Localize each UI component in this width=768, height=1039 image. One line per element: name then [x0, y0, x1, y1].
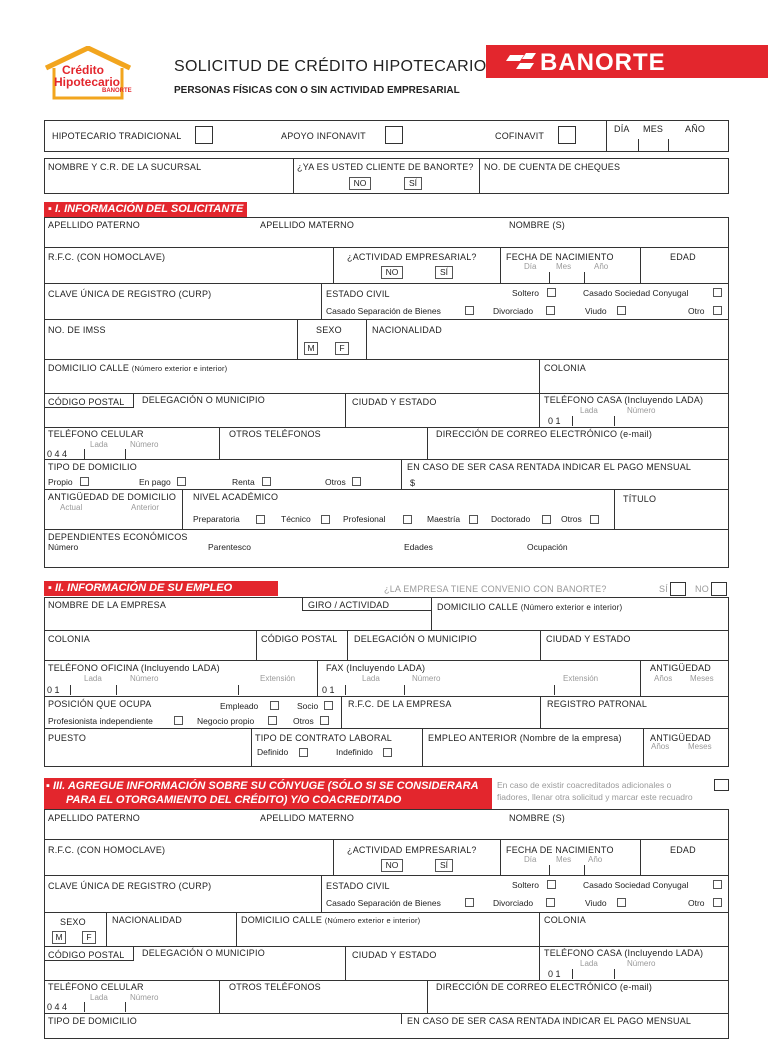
s2-tel-extension-sub: Extensión — [260, 674, 296, 683]
cuenta-cheques-label: NO. DE CUENTA DE CHEQUES — [484, 162, 621, 172]
s2-cp-label: CÓDIGO POSTAL — [261, 634, 338, 644]
fecha-anio-label: AÑO — [685, 124, 706, 134]
s2-antiguedad2-anios-sub: Años — [651, 742, 670, 751]
s1-casado-sep-checkbox[interactable] — [465, 306, 474, 315]
s1-profesional-label: Profesional — [343, 514, 386, 524]
s1-nacionalidad-label: NACIONALIDAD — [372, 325, 442, 335]
tradicional-checkbox[interactable] — [195, 126, 213, 144]
s3-curp-label: CLAVE ÚNICA DE REGISTRO (CURP) — [48, 881, 212, 891]
s1-ocupacion-label: Ocupación — [527, 542, 568, 552]
logo-text-hipotecario: Hipotecario — [54, 75, 121, 89]
s3-nombres-label: NOMBRE (S) — [509, 813, 565, 823]
s1-tel-celular-label: TELÉFONO CELULAR — [48, 429, 144, 439]
s3-tel-casa-prefix: 0 1 — [548, 969, 561, 979]
s3-divorciado-checkbox[interactable] — [546, 898, 555, 907]
s2-posicion-label: POSICIÓN QUE OCUPA — [48, 699, 152, 709]
s1-antiguedad-actual-sub: Actual — [60, 503, 83, 512]
s1-otros2-checkbox[interactable] — [590, 515, 599, 524]
s1-doctorado-label: Doctorado — [491, 514, 531, 524]
s1-parentesco-label: Parentesco — [208, 542, 251, 552]
s1-sexo-label: SEXO — [316, 325, 342, 335]
s2-indefinido-checkbox[interactable] — [383, 748, 392, 757]
s2-tel-lada-sub: Lada — [84, 674, 102, 683]
s1-celular-lada-sub: Lada — [90, 440, 108, 449]
s2-fax-prefix: 0 1 — [322, 685, 335, 695]
s2-empleado-checkbox[interactable] — [270, 701, 279, 710]
s1-divorciado-checkbox[interactable] — [546, 306, 555, 315]
infonavit-checkbox[interactable] — [385, 126, 403, 144]
s1-maestria-label: Maestría — [427, 514, 461, 524]
sucursal-label: NOMBRE Y C.R. DE LA SUCURSAL — [48, 162, 202, 172]
s1-apellido-materno-label: APELLIDO MATERNO — [260, 220, 355, 230]
cliente-si-option[interactable]: SÍ — [404, 177, 422, 190]
s1-pago-mensual-label: EN CASO DE SER CASA RENTADA INDICAR EL PAGO MENSUAL — [407, 462, 692, 472]
s3-email-label: DIRECCIÓN DE CORREO ELECTRÓNICO (e-mail) — [436, 982, 653, 992]
s2-otros-checkbox[interactable] — [320, 716, 329, 725]
s1-profesional-checkbox[interactable] — [403, 515, 412, 524]
s1-nombres-label: NOMBRE (S) — [509, 220, 565, 230]
s1-tel-casa-lada-sub: Lada — [580, 406, 598, 415]
s1-casado-sep-label: Casado Separación de Bienes — [326, 306, 441, 316]
s1-edades-label: Edades — [404, 542, 433, 552]
s1-tipo-domicilio-label: TIPO DE DOMICILIO — [48, 462, 137, 472]
s2-prof-indep-label: Profesionista independiente — [48, 716, 153, 726]
s2-antiguedad2-label: ANTIGÜEDAD — [650, 733, 712, 743]
s2-convenio-si-checkbox[interactable] — [670, 582, 686, 596]
s1-propio-label: Propio — [48, 477, 73, 487]
s3-tel-casa-numero-sub: Número — [627, 959, 656, 968]
s1-apellido-paterno-label: APELLIDO PATERNO — [48, 220, 140, 230]
s1-tel-casa-label: TELÉFONO CASA (Incluyendo LADA) — [544, 395, 704, 405]
s2-domicilio-label: DOMICILIO CALLE (Número exterior e interior) — [437, 602, 623, 612]
logo-credito-hipotecario — [40, 46, 150, 102]
s3-apellido-paterno-label: APELLIDO PATERNO — [48, 813, 140, 823]
s3-fecha-anio-sub: Año — [588, 855, 603, 864]
s2-definido-label: Definido — [257, 747, 289, 757]
s1-fecha-mes-sub: Mes — [556, 262, 572, 271]
s1-tel-casa-numero-sub: Número — [627, 406, 656, 415]
s1-tel-casa-prefix: 0 1 — [548, 416, 561, 426]
s3-estado-civil-label: ESTADO CIVIL — [326, 881, 390, 891]
s2-negocio-label: Negocio propio — [197, 716, 255, 726]
s1-ciudad-label: CIUDAD Y ESTADO — [352, 397, 437, 407]
s2-tel-oficina-label: TELÉFONO OFICINA (Incluyendo LADA) — [48, 663, 220, 673]
s1-domicilio-label: DOMICILIO CALLE (Número exterior e interior) — [48, 363, 228, 373]
s1-fecha-dia-sub: Día — [524, 262, 537, 271]
s3-casado-soc-label: Casado Sociedad Conyugal — [583, 880, 689, 890]
s1-curp-label: CLAVE ÚNICA DE REGISTRO (CURP) — [48, 289, 212, 299]
s3-soltero-label: Soltero — [512, 880, 539, 890]
s1-actividad-no-option[interactable]: NO — [381, 266, 403, 279]
s1-otro-checkbox[interactable] — [713, 306, 722, 315]
section-1-title: ▪ I. INFORMACIÓN DEL SOLICITANTE — [44, 202, 247, 217]
cliente-no-option[interactable]: NO — [349, 177, 371, 190]
s2-puesto-label: PUESTO — [48, 733, 87, 743]
s1-casado-soc-checkbox[interactable] — [713, 288, 722, 297]
fecha-mes-label: MES — [643, 124, 664, 134]
section-3-title-line2: PARA EL OTORGAMIENTO DEL CRÉDITO) Y/O COACREDITADO — [66, 794, 402, 806]
s3-celular-lada-sub: Lada — [90, 993, 108, 1002]
s1-soltero-label: Soltero — [512, 288, 539, 298]
s1-dep-numero-label: Número — [48, 542, 79, 552]
s2-antiguedad-anios-sub: Años — [654, 674, 673, 683]
s2-socio-checkbox[interactable] — [324, 701, 333, 710]
s3-sexo-label: SEXO — [60, 917, 86, 927]
logo-text-credito: Crédito — [62, 63, 104, 77]
s1-en-pago-checkbox[interactable] — [177, 477, 186, 486]
s1-sexo-f-option[interactable]: F — [335, 342, 349, 355]
s1-viudo-label: Viudo — [585, 306, 607, 316]
s3-celular-numero-sub: Número — [130, 993, 159, 1002]
s2-indefinido-label: Indefinido — [336, 747, 373, 757]
s1-actividad-si-option[interactable]: SÍ — [435, 266, 453, 279]
s3-ciudad-label: CIUDAD Y ESTADO — [352, 950, 437, 960]
s2-convenio-si-label: SÍ — [659, 584, 668, 594]
s3-coacreditados-checkbox[interactable] — [714, 779, 729, 791]
s2-prof-indep-checkbox[interactable] — [174, 716, 183, 725]
s2-contrato-label: TIPO DE CONTRATO LABORAL — [255, 733, 392, 743]
s1-sexo-m-option[interactable]: M — [304, 342, 318, 355]
s1-dependientes-label: DEPENDIENTES ECONÓMICOS — [48, 532, 188, 542]
s1-casado-soc-label: Casado Sociedad Conyugal — [583, 288, 689, 298]
s1-otros-checkbox[interactable] — [352, 477, 361, 486]
s1-otros-label: Otros — [325, 477, 346, 487]
s3-delegacion-label: DELEGACIÓN O MUNICIPIO — [142, 948, 265, 958]
s1-viudo-checkbox[interactable] — [617, 306, 626, 315]
s1-cp-label: CÓDIGO POSTAL — [48, 397, 125, 407]
s1-edad-label: EDAD — [670, 252, 696, 262]
s3-casado-sep-checkbox[interactable] — [465, 898, 474, 907]
s3-colonia-label: COLONIA — [544, 915, 586, 925]
s2-antiguedad-label: ANTIGÜEDAD — [650, 663, 712, 673]
s2-fax-numero-sub: Número — [412, 674, 441, 683]
s3-viudo-label: Viudo — [585, 898, 607, 908]
s3-edad-label: EDAD — [670, 845, 696, 855]
s1-otros-telefonos-label: OTROS TELÉFONOS — [229, 429, 321, 439]
s2-empresa-label: NOMBRE DE LA EMPRESA — [48, 600, 167, 610]
s1-maestria-checkbox[interactable] — [469, 515, 478, 524]
s1-doctorado-checkbox[interactable] — [542, 515, 551, 524]
s3-fecha-dia-sub: Día — [524, 855, 537, 864]
s1-fecha-anio-sub: Año — [594, 262, 609, 271]
cofinavit-label: COFINAVIT — [495, 131, 545, 141]
s1-divorciado-label: Divorciado — [493, 306, 534, 316]
s1-colonia-label: COLONIA — [544, 363, 586, 373]
s3-divorciado-label: Divorciado — [493, 898, 534, 908]
s2-empleo-anterior-label: EMPLEO ANTERIOR (Nombre de la empresa) — [428, 733, 622, 743]
s1-titulo-label: TÍTULO — [623, 494, 657, 504]
s2-fax-extension-sub: Extensión — [563, 674, 599, 683]
s3-tipo-domicilio-label: TIPO DE DOMICILIO — [48, 1016, 137, 1026]
logo-text-banorte: BANORTE — [102, 88, 132, 94]
s2-definido-checkbox[interactable] — [299, 748, 308, 757]
s3-soltero-checkbox[interactable] — [547, 880, 556, 889]
s1-tecnico-checkbox[interactable] — [321, 515, 330, 524]
cofinavit-checkbox[interactable] — [558, 126, 576, 144]
s2-ciudad-label: CIUDAD Y ESTADO — [546, 634, 631, 644]
s2-fax-label: FAX (Incluyendo LADA) — [326, 663, 426, 673]
page-subtitle: PERSONAS FÍSICAS CON O SIN ACTIVIDAD EMPRESARIAL — [174, 85, 460, 96]
s3-casado-sep-label: Casado Separación de Bienes — [326, 898, 441, 908]
section-3-title — [44, 778, 492, 809]
s1-delegacion-label: DELEGACIÓN O MUNICIPIO — [142, 395, 265, 405]
s3-pago-mensual-label: EN CASO DE SER CASA RENTADA INDICAR EL PAGO MENSUAL — [407, 1016, 692, 1026]
s2-socio-label: Socio — [297, 701, 319, 711]
infonavit-label: APOYO INFONAVIT — [281, 131, 366, 141]
s3-domicilio-label: DOMICILIO CALLE (Número exterior e interior) — [241, 915, 421, 925]
s1-antiguedad-domicilio-label: ANTIGÜEDAD DE DOMICILIO — [48, 492, 177, 502]
cliente-banorte-label: ¿YA ES USTED CLIENTE DE BANORTE? — [297, 162, 474, 172]
s1-estado-civil-label: ESTADO CIVIL — [326, 289, 390, 299]
s2-antiguedad2-meses-sub: Meses — [688, 742, 712, 751]
s3-cp-label: CÓDIGO POSTAL — [48, 950, 125, 960]
s3-otro-label: Otro — [688, 898, 705, 908]
s3-note-line1: En caso de existir coacreditados adicionales o — [497, 780, 672, 790]
s2-otros-label: Otros — [293, 716, 314, 726]
s1-nivel-academico-label: NIVEL ACADÉMICO — [193, 492, 279, 502]
s3-nacionalidad-label: NACIONALIDAD — [112, 915, 182, 925]
s2-rfc-empresa-label: R.F.C. DE LA EMPRESA — [348, 699, 452, 709]
s1-preparatoria-label: Preparatoria — [193, 514, 240, 524]
s2-empleado-label: Empleado — [220, 701, 259, 711]
s2-tel-prefix: 0 1 — [47, 685, 60, 695]
s3-actividad-no-option[interactable]: NO — [381, 859, 403, 872]
s3-actividad-label: ¿ACTIVIDAD EMPRESARIAL? — [347, 845, 477, 855]
s1-celular-numero-sub: Número — [130, 440, 159, 449]
s1-fecha-nacimiento-label: FECHA DE NACIMIENTO — [506, 252, 614, 262]
s3-tel-casa-label: TELÉFONO CASA (Incluyendo LADA) — [544, 948, 704, 958]
s3-note-line2: fiadores, llenar otra solicitud y marcar este recuadro — [497, 792, 693, 802]
s1-rfc-label: R.F.C. (CON HOMOCLAVE) — [48, 252, 166, 262]
s2-negocio-checkbox[interactable] — [268, 716, 277, 725]
s1-antiguedad-anterior-sub: Anterior — [131, 503, 160, 512]
s1-celular-prefix: 0 4 4 — [47, 449, 68, 459]
section-3-title-line1: ▪ III. AGREGUE INFORMACIÓN SOBRE SU CÓNYUGE (SÓLO SI SE CONSIDERARA — [46, 780, 479, 792]
s3-tel-celular-label: TELÉFONO CELULAR — [48, 982, 144, 992]
banorte-logo-icon — [504, 45, 544, 78]
s3-fecha-nacimiento-label: FECHA DE NACIMIENTO — [506, 845, 614, 855]
s2-convenio-no-checkbox[interactable] — [711, 582, 727, 596]
s2-convenio-label: ¿LA EMPRESA TIENE CONVENIO CON BANORTE? — [384, 584, 607, 594]
section-2-title: ▪ II. INFORMACIÓN DE SU EMPLEO — [44, 581, 278, 596]
s2-convenio-no-label: NO — [695, 584, 709, 594]
s3-rfc-label: R.F.C. (CON HOMOCLAVE) — [48, 845, 166, 855]
s3-casado-soc-checkbox[interactable] — [713, 880, 722, 889]
s1-en-pago-label: En pago — [139, 477, 171, 487]
s3-fecha-mes-sub: Mes — [556, 855, 572, 864]
s3-otros-telefonos-label: OTROS TELÉFONOS — [229, 982, 321, 992]
fecha-dia-label: DÍA — [614, 124, 630, 134]
s1-tecnico-label: Técnico — [281, 514, 311, 524]
s3-sexo-m-option[interactable]: M — [52, 931, 66, 944]
s1-propio-checkbox[interactable] — [80, 477, 89, 486]
s3-otro-checkbox[interactable] — [713, 898, 722, 907]
s1-pago-mensual-dollar: $ — [410, 478, 416, 488]
s2-fax-lada-sub: Lada — [362, 674, 380, 683]
s1-actividad-label: ¿ACTIVIDAD EMPRESARIAL? — [347, 252, 477, 262]
s3-celular-prefix: 0 4 4 — [47, 1002, 68, 1012]
banorte-banner — [486, 45, 768, 78]
page-title: SOLICITUD DE CRÉDITO HIPOTECARIO — [174, 58, 487, 75]
s2-delegacion-label: DELEGACIÓN O MUNICIPIO — [354, 634, 477, 644]
tradicional-label: HIPOTECARIO TRADICIONAL — [52, 131, 182, 141]
s2-registro-patronal-label: REGISTRO PATRONAL — [547, 699, 648, 709]
s1-renta-label: Renta — [232, 477, 255, 487]
s1-otros2-label: Otros — [561, 514, 582, 524]
s3-sexo-f-option[interactable]: F — [82, 931, 96, 944]
s3-actividad-si-option[interactable]: SÍ — [435, 859, 453, 872]
banorte-wordmark: BANORTE — [540, 49, 666, 76]
s1-soltero-checkbox[interactable] — [547, 288, 556, 297]
s1-preparatoria-checkbox[interactable] — [256, 515, 265, 524]
s1-email-label: DIRECCIÓN DE CORREO ELECTRÓNICO (e-mail) — [436, 429, 653, 439]
s1-renta-checkbox[interactable] — [262, 477, 271, 486]
s3-viudo-checkbox[interactable] — [617, 898, 626, 907]
s1-imss-label: NO. DE IMSS — [48, 325, 106, 335]
s2-colonia-label: COLONIA — [48, 634, 90, 644]
s2-tel-numero-sub: Número — [130, 674, 159, 683]
s2-antiguedad-meses-sub: Meses — [690, 674, 714, 683]
s2-giro-label: GIRO / ACTIVIDAD — [308, 600, 390, 610]
s3-apellido-materno-label: APELLIDO MATERNO — [260, 813, 355, 823]
s3-tel-casa-lada-sub: Lada — [580, 959, 598, 968]
s1-otro-label: Otro — [688, 306, 705, 316]
